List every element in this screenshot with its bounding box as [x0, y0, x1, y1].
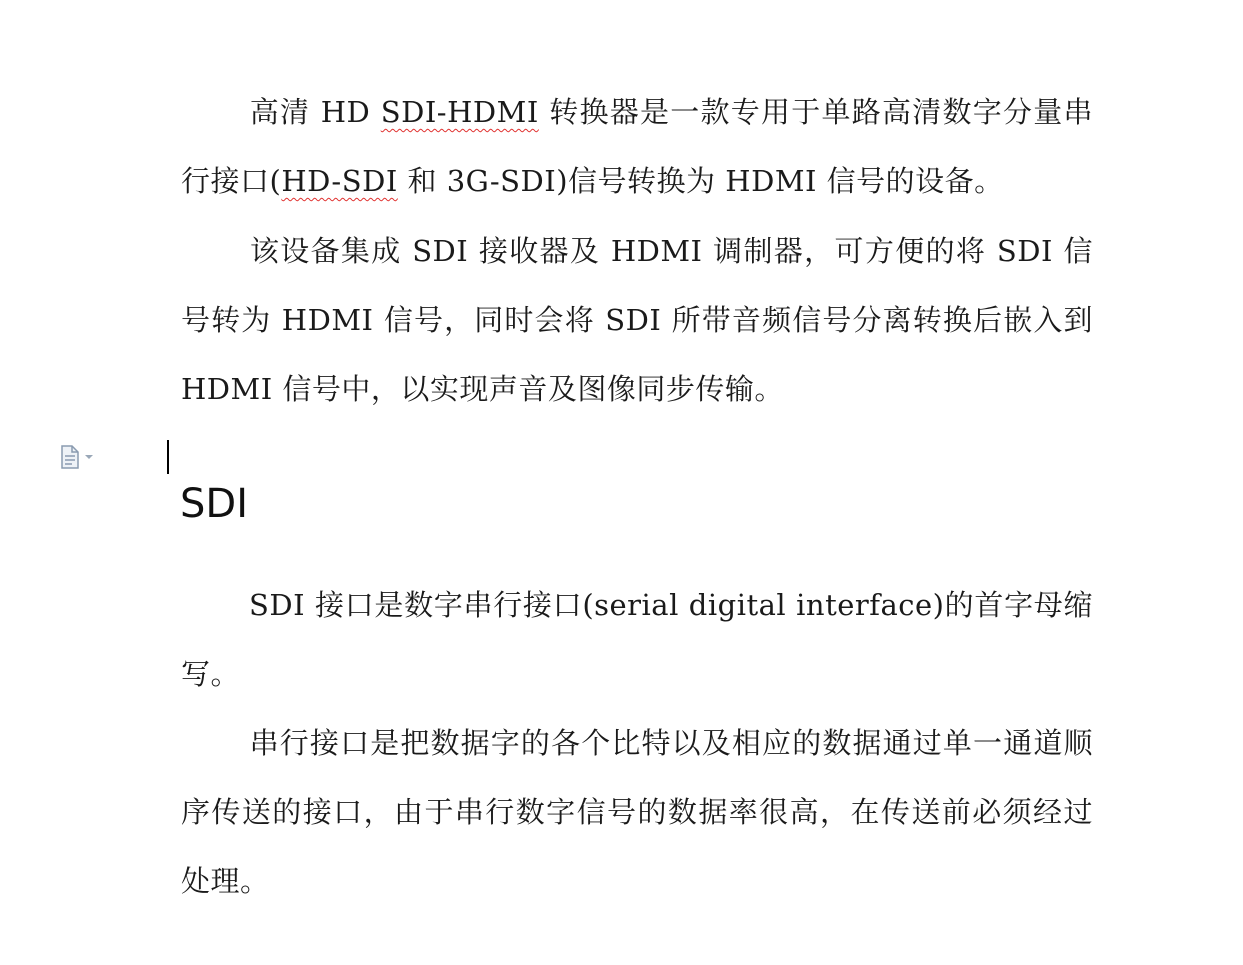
document-icon [60, 445, 80, 469]
text-run: 串行接口是把数据字的各个比特以及相应的数据通过单一通道顺序传送的接口，由于串行数字信号的数据率很高，在传送前必须经过处理。 [181, 726, 1093, 898]
paragraph-1[interactable] [181, 78, 1093, 216]
paragraph-1-text [181, 95, 1093, 198]
paragraph-handle-button[interactable] [60, 444, 102, 470]
paragraph-4-text [181, 726, 1093, 898]
paragraph-2[interactable] [181, 217, 1093, 424]
spellcheck-flagged-word: HD-SDI [281, 164, 398, 198]
text-run: 和 3G-SDI)信号转换为 HDMI 信号的设备。 [397, 164, 1004, 198]
paragraph-3[interactable] [181, 571, 1093, 709]
text-run: 该设备集成 SDI 接收器及 HDMI 调制器，可方便的将 SDI 信号转为 HDMI 信号，同时会将 SDI 所带音频信号分离转换后嵌入到 HDMI 信号中，以实现声音及图像同步传输。 [181, 234, 1093, 406]
caret-down-icon [84, 454, 94, 460]
paragraph-3-text [181, 588, 1093, 691]
paragraph-4[interactable] [181, 709, 1093, 916]
text-run: 高清 HD [249, 95, 381, 129]
text-run: SDI 接口是数字串行接口(serial digital interface)的首字母缩写。 [181, 588, 1093, 691]
spellcheck-flagged-word: SDI-HDMI [380, 95, 539, 129]
paragraph-2-text [181, 234, 1093, 406]
section-heading[interactable]: SDI [180, 481, 248, 527]
text-cursor [167, 440, 169, 474]
text-run: 转换器是一款专用于单路高清数字分量串行接口( [181, 95, 1093, 198]
